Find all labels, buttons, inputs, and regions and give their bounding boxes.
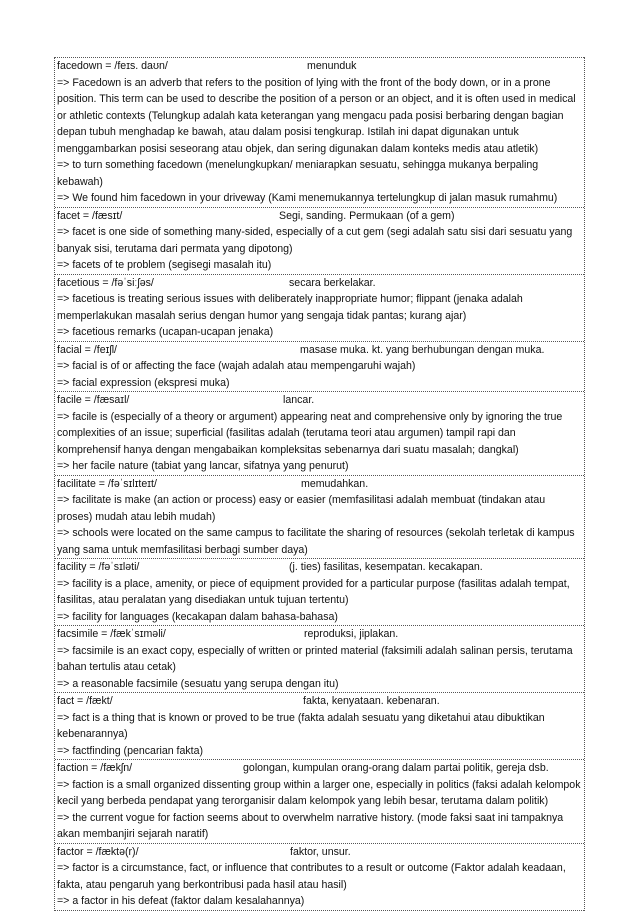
entry-facsimile: [55, 625, 584, 692]
entry-factor: [55, 843, 584, 911]
entry-heading: [57, 844, 582, 861]
entry-faction: [55, 759, 584, 843]
term: facetious = /fəˈsiːʃəs/: [57, 276, 154, 289]
example-line: => a factor in his defeat (faktor dalam kesalahannya): [57, 895, 305, 907]
entry-heading: [57, 342, 582, 359]
term: facet = /fæsɪt/: [57, 209, 123, 222]
entry-heading: [57, 559, 582, 576]
translation: menunduk: [307, 60, 357, 72]
entry-facility: [55, 558, 584, 625]
example-line: => schools were located on the same campus to facilitate the sharing of resources (sekolah terletak di kampus yang sama untuk memfasilitasi berbagi sumber daya): [57, 527, 575, 556]
example-line: => her facile nature (tabiat yang lancar, sifatnya yang penurut): [57, 460, 349, 472]
translation: memudahkan.: [301, 477, 369, 490]
example-line: => facets of te problem (segisegi masalah itu): [57, 259, 272, 271]
term: facilitate = /fəˈsɪlɪteɪt/: [57, 477, 157, 490]
definition-line: => facilitate is make (an action or process) easy or easier (memfasilitasi adalah membuat (tindakan atau proses) mudah atau lebih mudah): [57, 494, 546, 523]
entry-heading: [57, 58, 582, 75]
translation: faktor, unsur.: [290, 845, 351, 858]
example-line: => a reasonable facsimile (sesuatu yang serupa dengan itu): [57, 677, 339, 690]
definition-line: => facial is of or affecting the face (wajah adalah atau mempengaruhi wajah): [57, 360, 416, 372]
definition-line: => facility is a place, amenity, or piece of equipment provided for a particular purpose (fasilitas adalah tempat, fasilitas, atau peralatan yang disediakan untuk tujuan tertentu): [57, 577, 570, 606]
example-line: => facetious remarks (ucapan-ucapan jenaka): [57, 326, 274, 338]
translation: secara berkelakar.: [289, 276, 376, 289]
example-line: => We found him facedown in your driveway (Kami menemukannya tertelungkup di jalan masuk rumahmu): [57, 192, 558, 204]
translation: fakta, kenyataan. kebenaran.: [303, 695, 440, 707]
entry-heading: [57, 760, 582, 777]
term: faction = /fækʃn/: [57, 762, 133, 774]
entry-heading: [57, 693, 582, 710]
entry-facetious: [55, 274, 584, 341]
entry-facedown: [55, 57, 584, 207]
vocabulary-list: [54, 57, 585, 911]
definition-line: => Facedown is an adverb that refers to the position of lying with the front of the body down, or in a prone position. This term can be used to describe the position of a person or an object, and it is often used in medical or athletic contexts (Telungkup adalah kata keterangan yang mengacu pada posisi berbaring dengan bagian depan tubuh menghadap ke bawah, atau dalam posisi tengkurap. Istilah ini dapat digunakan untuk menggambarkan posisi seseorang atau objek, dan sering digunakan dalam konteks medis atau atletik): [57, 76, 576, 155]
example-line: => factfinding (pencarian fakta): [57, 744, 204, 757]
translation: (j. ties) fasilitas, kesempatan. kecakapan.: [289, 561, 483, 573]
entry-facet: [55, 207, 584, 274]
term: facile = /fæsaɪl/: [57, 394, 130, 406]
entry-heading: [57, 476, 582, 493]
entry-heading: [57, 275, 582, 292]
term: facsimile = /fækˈsɪməli/: [57, 628, 166, 640]
definition-line: => faction is a small organized dissenting group within a larger one, especially in politics (faksi adalah kelompok kecil yang berbeda pendapat yang terorganisir dalam kelompok yang lebih besar, terutama dalam politik): [57, 778, 581, 807]
definition-line: => factor is a circumstance, fact, or influence that contributes to a result or outcome (Faktor adalah keadaan, fakta, atau pengaruh yang berkontribusi pada hasil atau hasil): [57, 862, 566, 891]
term: factor = /fæktə(r)/: [57, 845, 139, 858]
definition-line: => facsimile is an exact copy, especially of written or printed material (faksimili adalah salinan persis, terutama bahan tertulis atau cetak): [57, 644, 573, 673]
term: fact = /fækt/: [57, 695, 113, 707]
entry-facial: [55, 341, 584, 392]
entry-heading: [57, 626, 582, 643]
definition-line: => fact is a thing that is known or proved to be true (fakta adalah sesuatu yang diketahui atau dibuktikan kebenarannya): [57, 711, 545, 740]
translation: golongan, kumpulan orang-orang dalam partai politik, gereja dsb.: [243, 762, 549, 774]
translation: reproduksi, jiplakan.: [304, 628, 399, 640]
example-line: => to turn something facedown (menelungkupkan/ meniarapkan sesuatu, sehingga mukanya berpaling kebawah): [57, 159, 539, 188]
example-line: => facility for languages (kecakapan dalam bahasa-bahasa): [57, 610, 338, 623]
term: facial = /feɪʃl/: [57, 343, 118, 356]
example-line: => facial expression (ekspresi muka): [57, 376, 230, 389]
entry-facile: [55, 391, 584, 475]
example-line: => the current vogue for faction seems about to overwhelm narrative history. (mode faksi saat ini tampaknya akan membanjiri sejarah naratif): [57, 811, 564, 840]
entry-fact: [55, 692, 584, 759]
translation: lancar.: [283, 394, 315, 406]
definition-line: => facetious is treating serious issues with deliberately inappropriate humor; flippant (jenaka adalah memperlakukan masalah serius dengan humor yang sengaja tidak pantas; kurang ajar): [57, 293, 523, 322]
definition-line: => facile is (especially of a theory or argument) appearing neat and comprehensive only by ignoring the true complexities of an issue; superficial (fasilitas adalah (terutama teori atau argumen) tampil rapi dan komprehensif hanya dengan mengabaikan kompleksitas sebenarnya dari suatu masalah; dangkal): [57, 410, 563, 456]
entry-facilitate: [55, 475, 584, 559]
entry-heading: [57, 392, 582, 409]
definition-line: => facet is one side of something many-sided, especially of a cut gem (segi adalah satu sisi dari sesuatu yang banyak sisi, terutama dari permata yang dipotong): [57, 226, 573, 255]
translation: masase muka. kt. yang berhubungan dengan muka.: [300, 343, 545, 356]
translation: Segi, sanding. Permukaan (of a gem): [279, 209, 455, 222]
term: facedown = /feɪs. daʊn/: [57, 60, 168, 72]
term: facility = /fəˈsɪləti/: [57, 561, 140, 573]
entry-heading: [57, 208, 582, 225]
